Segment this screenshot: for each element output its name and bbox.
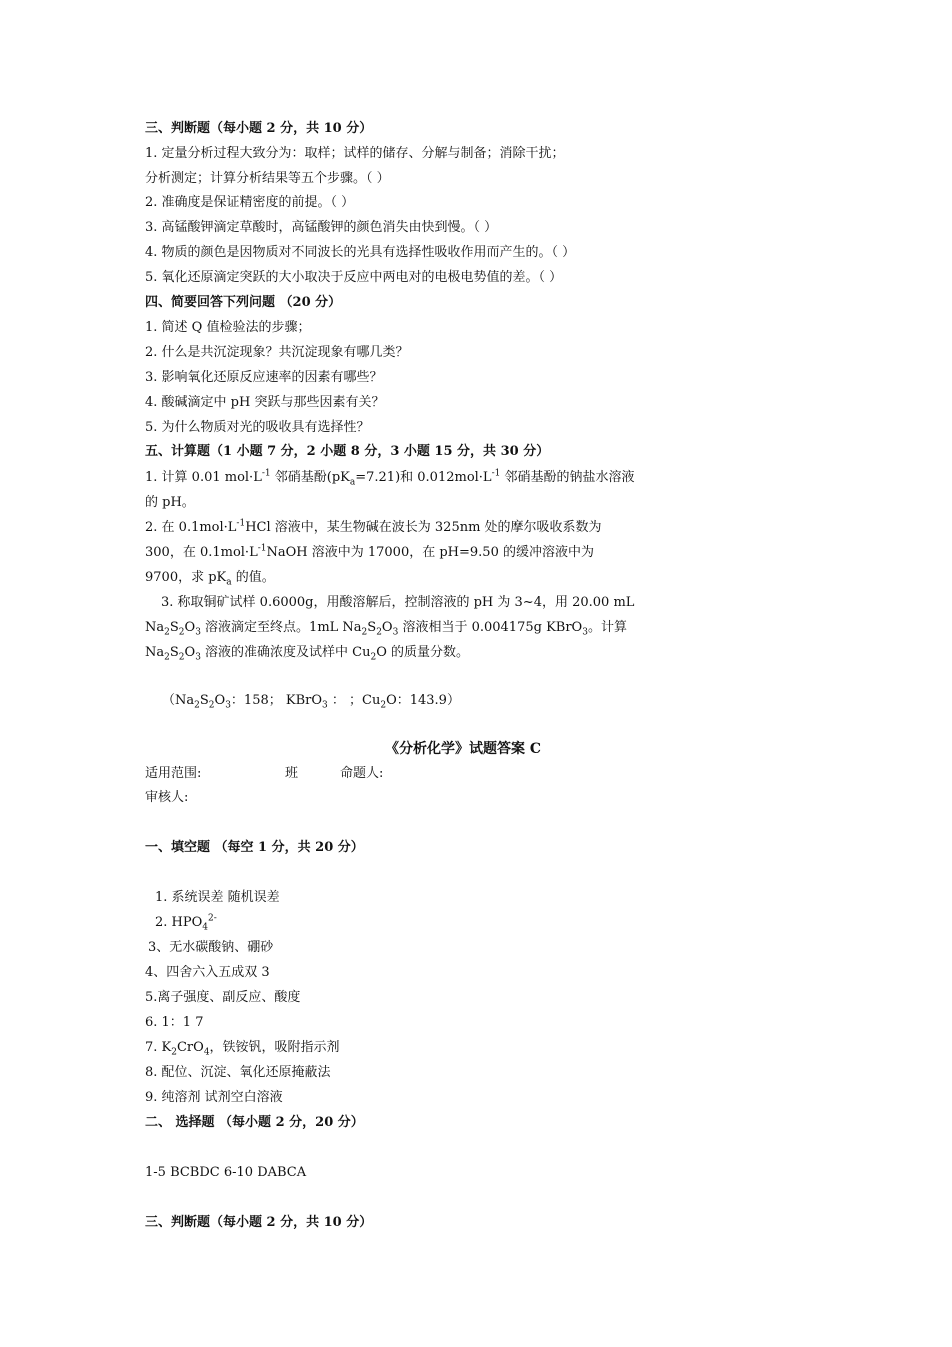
section4-item-4: 4. 酸碱滴定中 pH 突跃与那些因素有关？ <box>145 395 385 410</box>
ans1-item-3: 3、无水碳酸钠、硼砂 <box>148 940 274 955</box>
answer-title: 《分析化学》试题答案 C <box>385 741 542 757</box>
section4-heading: 四、简要回答下列问题 （20 分） <box>145 295 342 310</box>
scope-label: 适用范围: <box>145 766 202 781</box>
ans1-heading: 一、填空题 （每空 1 分，共 20 分） <box>145 840 364 855</box>
section5-heading: 五、计算题（1 小题 7 分，2 小题 8 分，3 小题 15 分，共 30 分） <box>145 444 550 459</box>
ans1-item-4: 4、四舍六入五成双 3 <box>145 965 270 980</box>
ans1-item-7: 7. $K_2CrO_4$，铁铵钒，吸附指示剂 <box>145 1040 340 1058</box>
calc-q2-line2: 300，在 $0.1mol\cdot L^{-1}NaOH$ 溶液中为 17000，在 pH=9.50 的缓冲溶液中为 <box>145 543 594 560</box>
ans2-heading: 二、 选择题 （每小题 2 分，20 分） <box>145 1115 364 1130</box>
section3-item-3: 3. 高锰酸钾滴定草酸时，高锰酸钾的颜色消失由快到慢。（ ） <box>145 220 498 235</box>
molar-mass-note: （$Na_2S_2O_3$：158； KBrO$_3$ ： ；$Cu_2O$：143.9） <box>162 693 460 711</box>
calc-q2-line3: 9700，求 $pK_a$ 的值。 <box>145 570 275 588</box>
ans1-item-2: 2. $HPO_4^{2-}$ <box>155 913 217 933</box>
section3-item-4: 4. 物质的颜色是因物质对不同波长的光具有选择性吸收作用而产生的。（ ） <box>145 245 576 260</box>
calc-q3-line1: 3. 称取铜矿试样 0.6000g，用酸溶解后，控制溶液的 pH 为 3~4，用 20.00 mL <box>161 595 635 610</box>
section4-item-1: 1. 简述 Q 值检验法的步骤； <box>145 320 311 335</box>
section3-item-1b: 分析测定；计算分析结果等五个步骤。（ ） <box>145 171 390 186</box>
section3-item-2: 2. 准确度是保证精密度的前提。（ ） <box>145 195 355 210</box>
ans1-item-6: 6. 1：1 7 <box>145 1015 204 1030</box>
ans1-item-5: 5.离子强度、副反应、酸度 <box>145 990 301 1005</box>
section4-item-2: 2. 什么是共沉淀现象？共沉淀现象有哪几类？ <box>145 345 409 360</box>
calc-q1-line2: 的 pH。 <box>145 495 195 510</box>
ans1-item-9: 9. 纯溶剂 试剂空白溶液 <box>145 1090 283 1105</box>
section3-item-1a: 1. 定量分析过程大致分为：取样；试样的储存、分解与制备；消除干扰； <box>145 146 565 161</box>
calc-q3-line3: $Na_2S_2O_3$ 溶液的准确浓度及试样中 $Cu_2O$ 的质量分数。 <box>145 645 470 663</box>
ans3-heading: 三、判断题（每小题 2 分，共 10 分） <box>145 1215 373 1230</box>
author-label: 命题人: <box>340 766 384 781</box>
calc-q3-line2: $Na_2S_2O_3$ 溶液滴定至终点。1mL $Na_2S_2O_3$ 溶液相当于 0.004175g KBrO$_3$。计算 <box>145 620 627 638</box>
ans1-item-8: 8. 配位、沉淀、氧化还原掩蔽法 <box>145 1065 331 1080</box>
calc-q1-line1: 1. 计算 0.01 $mol\cdot L^{-1}$ 邻硝基酚$(pK_a=7.21)$和 $0.012mol\cdot L^{-1}$ 邻硝基酚的钠盐水溶液 <box>145 468 635 488</box>
section3-item-5: 5. 氧化还原滴定突跃的大小取决于反应中两电对的电极电势值的差。（ ） <box>145 270 563 285</box>
ans1-item-1: 1. 系统误差 随机误差 <box>155 890 280 905</box>
section4-item-3: 3. 影响氧化还原反应速率的因素有哪些？ <box>145 370 383 385</box>
reviewer-label: 审核人: <box>145 790 189 805</box>
section4-item-5: 5. 为什么物质对光的吸收具有选择性？ <box>145 420 370 435</box>
section3-heading: 三、判断题（每小题 2 分，共 10 分） <box>145 121 373 136</box>
ans2-answers: 1-5 BCBDC 6-10 DABCA <box>145 1165 307 1180</box>
class-label: 班 <box>285 766 299 781</box>
calc-q2-line1: 2. 在 $0.1mol\cdot L^{-1}HCl$ 溶液中，某生物碱在波长为 325nm 处的摩尔吸收系数为 <box>145 518 602 535</box>
